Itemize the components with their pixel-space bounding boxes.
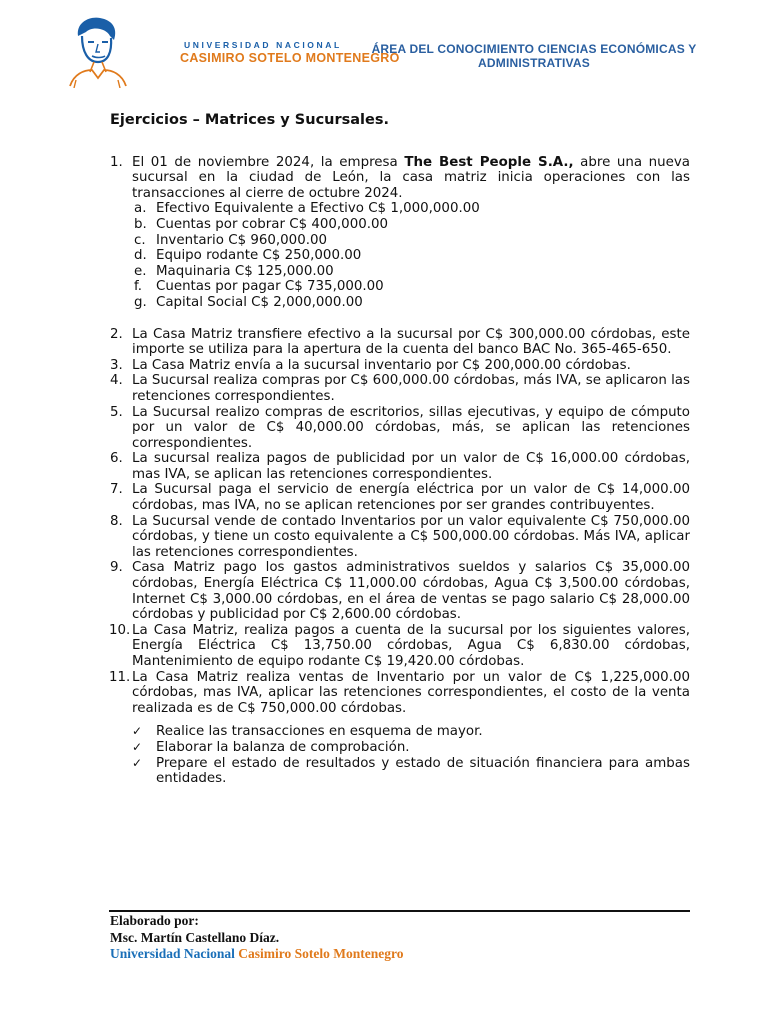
- author-name: Msc. Martín Castellano Díaz.: [110, 929, 280, 945]
- list-item-text: Maquinaria C$ 125,000.00: [156, 263, 334, 279]
- list-letter: b.: [134, 216, 147, 232]
- footer-university: [110, 946, 404, 963]
- exercise-item-8: [110, 514, 690, 561]
- exercise-item-5: [110, 405, 690, 452]
- item-text: La Sucursal paga el servicio de energía eléctrica por un valor de C$ 14,000.00 córdobas, mas IVA, no se aplican retenciones por ser grandes contribuyentes.: [132, 482, 690, 514]
- company-name: The Best People S.A.,: [404, 154, 574, 170]
- item-text: La Casa Matriz transfiere efectivo a la sucursal por C$ 300,000.00 córdobas, este importe se utiliza para la apertura de la cuenta del banco BAC No. 365-465-650.: [132, 326, 690, 358]
- exercise-item-9: [110, 560, 690, 622]
- task-checklist: [110, 724, 690, 786]
- item-text: La Sucursal vende de contado Inventarios por un valor equivalente C$ 750,000.00 córdobas, y tiene un costo equivalente a C$ 500,000.00 córdobas. Más IVA, aplicar las retenciones correspondientes.: [132, 513, 690, 560]
- checklist-text: Elaborar la balanza de comprobación.: [156, 739, 410, 755]
- list-letter: c.: [134, 232, 146, 248]
- list-item: [134, 201, 690, 217]
- item-text-before: El 01 de noviembre 2024, la empresa: [132, 154, 405, 170]
- list-item-text: Efectivo Equivalente a Efectivo C$ 1,000,000.00: [156, 201, 480, 217]
- item-number: 2.: [110, 326, 123, 342]
- university-name-bottom: CASIMIRO SOTELO MONTENEGRO: [180, 51, 400, 65]
- list-item: [134, 295, 690, 311]
- item-text: La sucursal realiza pagos de publicidad por un valor de C$ 16,000.00 córdobas, mas IVA, se aplican las retenciones correspondientes.: [132, 451, 690, 482]
- list-item: [134, 248, 690, 264]
- list-item-text: Inventario C$ 960,000.00: [156, 232, 328, 248]
- exercise-item-7: [110, 482, 690, 513]
- item-text: La Casa Matriz envía a la sucursal inventario por C$ 200,000.00 córdobas.: [132, 357, 631, 373]
- item-number: 10.: [109, 622, 131, 638]
- exercise-item-6: [110, 451, 690, 482]
- exercise-item-1: [110, 155, 690, 202]
- item-number: 11.: [109, 669, 131, 685]
- area-line-2: ADMINISTRATIVAS: [478, 56, 590, 70]
- list-item: [134, 233, 690, 249]
- item-number: 7.: [110, 482, 123, 498]
- exercise-item-3: [110, 358, 690, 374]
- item-number: 5.: [110, 404, 123, 420]
- prepared-by-label: Elaborado por:: [110, 913, 199, 928]
- exercise-item-10: [110, 623, 690, 670]
- checklist-text: Prepare el estado de resultados y estado de situación financiera para ambas entidades.: [156, 755, 690, 787]
- item-text: La Sucursal realizo compras de escritorios, sillas ejecutivas, y equipo de cómputo por un valor de C$ 40,000.00 córdobas, más, se aplican las retenciones correspondientes.: [132, 404, 690, 451]
- university-name-top: UNIVERSIDAD NACIONAL: [184, 40, 342, 50]
- item-text: La Casa Matriz realiza ventas de Inventario por un valor de C$ 1,225,000.00 córdobas, mas IVA, aplicar las retenciones correspondientes, el costo de la venta realizada es de C$ 750,000.00 córdobas.: [132, 669, 690, 716]
- item-number: 4.: [110, 373, 123, 389]
- list-item-text: Cuentas por cobrar C$ 400,000.00: [156, 216, 389, 232]
- footer-divider: [109, 910, 690, 912]
- list-item: [134, 279, 690, 295]
- opening-balances-list: [110, 201, 690, 310]
- list-item-text: Cuentas por pagar C$ 735,000.00: [156, 279, 384, 295]
- checklist-item: [132, 740, 690, 756]
- list-letter: f.: [134, 279, 142, 295]
- list-letter: e.: [134, 263, 147, 279]
- item-number: 6.: [110, 451, 123, 467]
- item-text: Casa Matriz pago los gastos administrativos sueldos y salarios C$ 35,000.00 córdobas, Energía Eléctrica C$ 11,000.00 córdobas, Agua C$ 3,500.00 córdobas, Internet C$ 3,000.00 córdobas, en el área de ventas se pago salario C$ 28,000.00 córdobas y publicidad por C$ 2,600.00 córdobas.: [132, 560, 690, 623]
- checklist-item: [132, 724, 690, 740]
- exercise-item-2: [110, 327, 690, 358]
- item-text: La Casa Matriz, realiza pagos a cuenta de la sucursal por los siguientes valores, Energía Eléctrica C$ 13,750.00 córdobas, Agua C$ 6,830.00 córdobas, Mantenimiento de equipo rodante C$ 19,420.00 córdobas.: [132, 622, 690, 669]
- document-header: [60, 12, 720, 92]
- list-item-text: Equipo rodante C$ 250,000.00: [156, 248, 362, 264]
- item-text: La Sucursal realiza compras por C$ 600,000.00 córdobas, más IVA, se aplicaron las retenciones correspondientes.: [132, 373, 690, 404]
- footer-university-blue: Universidad Nacional: [110, 946, 235, 961]
- checklist-item: [132, 756, 690, 787]
- document-footer: [110, 913, 404, 963]
- item-number: 1.: [110, 154, 123, 170]
- list-item: [134, 217, 690, 233]
- university-logo-portrait: [64, 14, 128, 88]
- exercise-item-11: [110, 670, 690, 717]
- item-text-after: abre una nueva sucursal en la ciudad de León, la casa matriz inicia operaciones con las transacciones al cierre de octubre 2024.: [132, 154, 691, 201]
- page-title: Ejercicios – Matrices y Sucursales.: [110, 112, 389, 128]
- list-item: [134, 264, 690, 280]
- list-letter: d.: [134, 248, 147, 264]
- area-line-1: ÁREA DEL CONOCIMIENTO CIENCIAS ECONÓMICAS Y: [371, 42, 697, 56]
- knowledge-area-title: [350, 42, 718, 70]
- check-icon: ✓: [132, 755, 143, 770]
- checklist-text: Realice las transacciones en esquema de mayor.: [156, 724, 483, 740]
- item-number: 3.: [110, 357, 123, 373]
- check-icon: ✓: [132, 724, 143, 739]
- spacer: [110, 311, 690, 327]
- check-icon: ✓: [132, 739, 143, 754]
- exercise-item-4: [110, 373, 690, 404]
- item-number: 8.: [110, 513, 123, 529]
- list-item-text: Capital Social C$ 2,000,000.00: [156, 294, 363, 310]
- document-body: [110, 113, 690, 787]
- item-number: 9.: [110, 560, 123, 576]
- list-letter: g.: [134, 294, 147, 310]
- footer-university-orange: Casimiro Sotelo Montenegro: [238, 946, 404, 961]
- list-letter: a.: [134, 201, 147, 217]
